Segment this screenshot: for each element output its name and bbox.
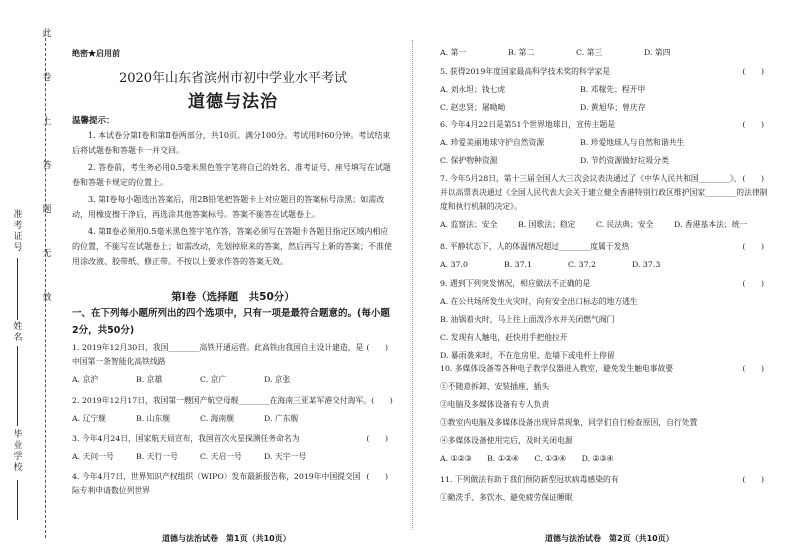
seal-char: 效	[42, 293, 52, 303]
exam-page-2	[440, 0, 770, 560]
option[interactable]: ③教室内电脑及多媒体设备出现异常现象，同学们自行检查原因，自行处置	[440, 418, 698, 427]
option[interactable]: B. 邓稼先；程开甲	[580, 85, 646, 94]
question-stem: 11. 下列做法有助于我们预防新型冠状病毒感染的有	[440, 475, 619, 484]
option[interactable]: A. ①②③ B. ①②④ C. ①③④ D. ②③④	[440, 454, 614, 463]
question-1	[72, 341, 394, 387]
answer-paren[interactable]: ( )	[366, 434, 388, 443]
seal-notice	[40, 30, 54, 338]
answer-paren[interactable]: ( )	[742, 174, 764, 183]
question-9	[440, 277, 770, 363]
label-name: 姓名	[13, 322, 23, 343]
page-footer: 道德与法治试卷 第2页（共10页）	[545, 534, 674, 543]
seal-char: 答	[42, 161, 52, 171]
option[interactable]: B. 第二	[508, 48, 535, 57]
seal-char: 上	[42, 117, 52, 127]
exam-title: 2020年山东省滨州市初中学业水平考试	[118, 71, 348, 86]
option[interactable]: C. 民法典；安全	[596, 220, 654, 229]
option[interactable]: C. 发现有人触电，赶快用手把他拉开	[440, 333, 568, 342]
answer-paren[interactable]: ( )	[366, 343, 388, 352]
seal-char: 题	[42, 205, 52, 215]
question-stem: 7. 今年5月28日，第十三届全国人大三次会议表决通过了《中华人民共和国________》，并以高票表决通过《全国人民代表大会关于建立健全香港特别行政区维护国家________的法律制度和执行机制的决定》。	[440, 174, 768, 211]
seal-char: 此	[42, 29, 52, 39]
option[interactable]: C. 海南舰	[200, 414, 235, 423]
name-line	[17, 346, 18, 426]
option[interactable]: D. 广东舰	[264, 414, 299, 423]
page-divider	[412, 40, 413, 530]
option[interactable]: B. 油锅着火时，马上往上面泼冷水并关闭燃气阀门	[440, 315, 615, 324]
question-stem: 5. 获得2019年度国家最高科学技术奖的科学家是	[440, 67, 611, 76]
option[interactable]: D. 黄旭华；曾庆存	[580, 103, 646, 112]
option[interactable]: D. 第四	[644, 48, 671, 57]
subject-title: 道德与法治	[188, 92, 278, 112]
answer-paren[interactable]: ( )	[742, 67, 764, 76]
option[interactable]: A. 刘永坦；钱七虎	[440, 85, 506, 94]
question-stem: 2. 2019年12月17日，我国第一艘国产航空母舰________在海南三亚某军港交付海军。( )	[72, 396, 393, 405]
option[interactable]: A. 在公共场所发生火灾时，向有安全出口标志的地方逃生	[440, 297, 638, 306]
section-title: 第Ⅰ卷（选择题 共50分）	[171, 291, 295, 303]
option[interactable]: D. 香港基本法；统一	[674, 220, 748, 229]
tips-heading: 温馨提示：	[72, 116, 115, 126]
question-3	[72, 432, 394, 464]
option[interactable]: C. 京广	[200, 375, 227, 384]
option[interactable]: C. 保护物种资源	[440, 156, 498, 165]
option[interactable]: B. 京雄	[136, 375, 163, 384]
option[interactable]: ④多媒体设备使用完后，及时关闭电源	[440, 436, 573, 445]
option[interactable]: A. 第一	[440, 48, 467, 57]
question-stem: 1. 2019年12月30日，我国________高铁开通运营。此高铁由我国自主设计建造，是中国第一条智能化高铁线路	[72, 343, 364, 366]
option[interactable]: ①不随意拆卸、安装插座、插头	[440, 382, 550, 391]
tips-list	[72, 128, 394, 271]
option[interactable]: B. 国歌法；稳定	[518, 220, 576, 229]
option[interactable]: A. 监察法；安全	[440, 220, 498, 229]
secret-mark: 绝密★启用前	[72, 48, 120, 58]
exam-number-line	[17, 258, 18, 320]
option[interactable]: ②电脑及多媒体设备有专人负责	[440, 400, 550, 409]
option[interactable]: A. 天问一号	[72, 452, 114, 461]
question-4	[72, 470, 394, 498]
question-6	[440, 118, 770, 168]
option[interactable]: A. 京沪	[72, 375, 99, 384]
page-footer: 道德与法治试卷 第1页（共10页）	[162, 534, 291, 543]
tip-item: 3. 第Ⅰ卷每小题选出答案后，用2B铅笔把答题卡上对应题目的答案标号涂黑；如需改动，用橡皮擦干净后，再选涂其他答案标号。答案不能答在试题卷上。	[72, 195, 385, 219]
option[interactable]: A. 辽宁舰	[72, 414, 106, 423]
option[interactable]: D. 节约资源做好垃圾分类	[580, 156, 669, 165]
question-5	[440, 65, 770, 115]
section-instruction: 一、在下列每小题所列出的四个选项中，只有一项是最符合题意的。(每小题2分，共50分)	[72, 308, 390, 336]
question-stem: 3. 今年4月24日，国家航天局宣布，我国首次火星探测任务命名为	[72, 434, 300, 443]
question-2	[72, 394, 394, 426]
option[interactable]: D. 天宇一号	[264, 452, 307, 461]
option[interactable]: B. 天行一号	[136, 452, 178, 461]
question-4	[440, 42, 770, 60]
label-exam-number: 准考证号	[13, 210, 23, 253]
option[interactable]: A. 37.0	[440, 260, 468, 269]
label-school: 毕业学校	[13, 430, 23, 473]
option[interactable]: B. 37.1	[504, 260, 533, 269]
option[interactable]: C. 37.2	[568, 260, 597, 269]
exam-page-1	[72, 0, 394, 560]
option[interactable]: B. 山东舰	[136, 414, 171, 423]
option[interactable]: ①勤洗手、多饮水、避免疲劳保证睡眠	[440, 493, 573, 502]
question-stem: 4. 今年4月7日，世界知识产权组织（WIPO）发布最新报告称，2019年中国提交国际专利申请数位列世界	[72, 472, 361, 495]
seal-char: 卷	[42, 73, 52, 83]
question-stem: 6. 今年4月22日是第51个世界地球日，宣传主题是	[440, 120, 616, 129]
option[interactable]: B. 珍爱地球人与自然和谐共生	[580, 138, 685, 147]
answer-paren[interactable]: ( )	[742, 279, 764, 288]
seal-char: 无	[42, 249, 52, 259]
question-stem: 8. 平静状态下，人的体温情况超过________度属于发热	[440, 242, 630, 251]
option[interactable]: C. 赵忠贤；屠呦呦	[440, 103, 506, 112]
answer-paren[interactable]: ( )	[742, 475, 764, 484]
binding-margin	[0, 0, 70, 560]
option[interactable]: D. 京张	[264, 375, 291, 384]
answer-paren[interactable]: ( )	[742, 364, 764, 373]
school-line	[17, 480, 18, 520]
answer-paren[interactable]: ( )	[366, 472, 388, 481]
question-7	[440, 172, 770, 232]
option[interactable]: C. 第三	[576, 48, 603, 57]
tip-item: 1. 本试卷分第Ⅰ卷和第Ⅱ卷两部分，共10页。满分100分。考试用时60分钟。考试结束后将试题卷和答题卡一并交回。	[72, 131, 391, 155]
option[interactable]: D. 37.3	[632, 260, 661, 269]
tip-item: 2. 答卷前，考生务必用0.5毫米黑色签字笔将自己的姓名、准考证号、座号填写在试题卷和答题卡规定的位置上。	[72, 163, 391, 187]
question-11	[440, 473, 770, 505]
tip-item: 4. 第Ⅱ卷必须用0.5毫米黑色签字笔作答，答案必须写在答题卡各题目指定区域内相应的位置，不能写在试题卷上；如需改动，先划掉原来的答案，然后再写上新的答案；不准使用涂改液、胶带纸、修正带。不按以上要求作答的答案无效。	[72, 227, 392, 266]
question-10	[440, 362, 770, 466]
question-stem: 9. 遇到下列突发情况，相应做法不正确的是	[440, 279, 591, 288]
option[interactable]: A. 珍爱美丽地球守护自然资源	[440, 138, 545, 147]
answer-paren[interactable]: ( )	[742, 120, 764, 129]
answer-paren[interactable]: ( )	[742, 242, 764, 251]
question-stem: 10. 多媒体设备等各种电子教学仪器进入教室，避免发生触电事故要	[440, 364, 674, 373]
option[interactable]: D. 暴雨袭来时，不在危房里、危墙下或电杆上停留	[440, 351, 615, 360]
option[interactable]: C. 天启一号	[200, 452, 242, 461]
question-8	[440, 240, 770, 272]
